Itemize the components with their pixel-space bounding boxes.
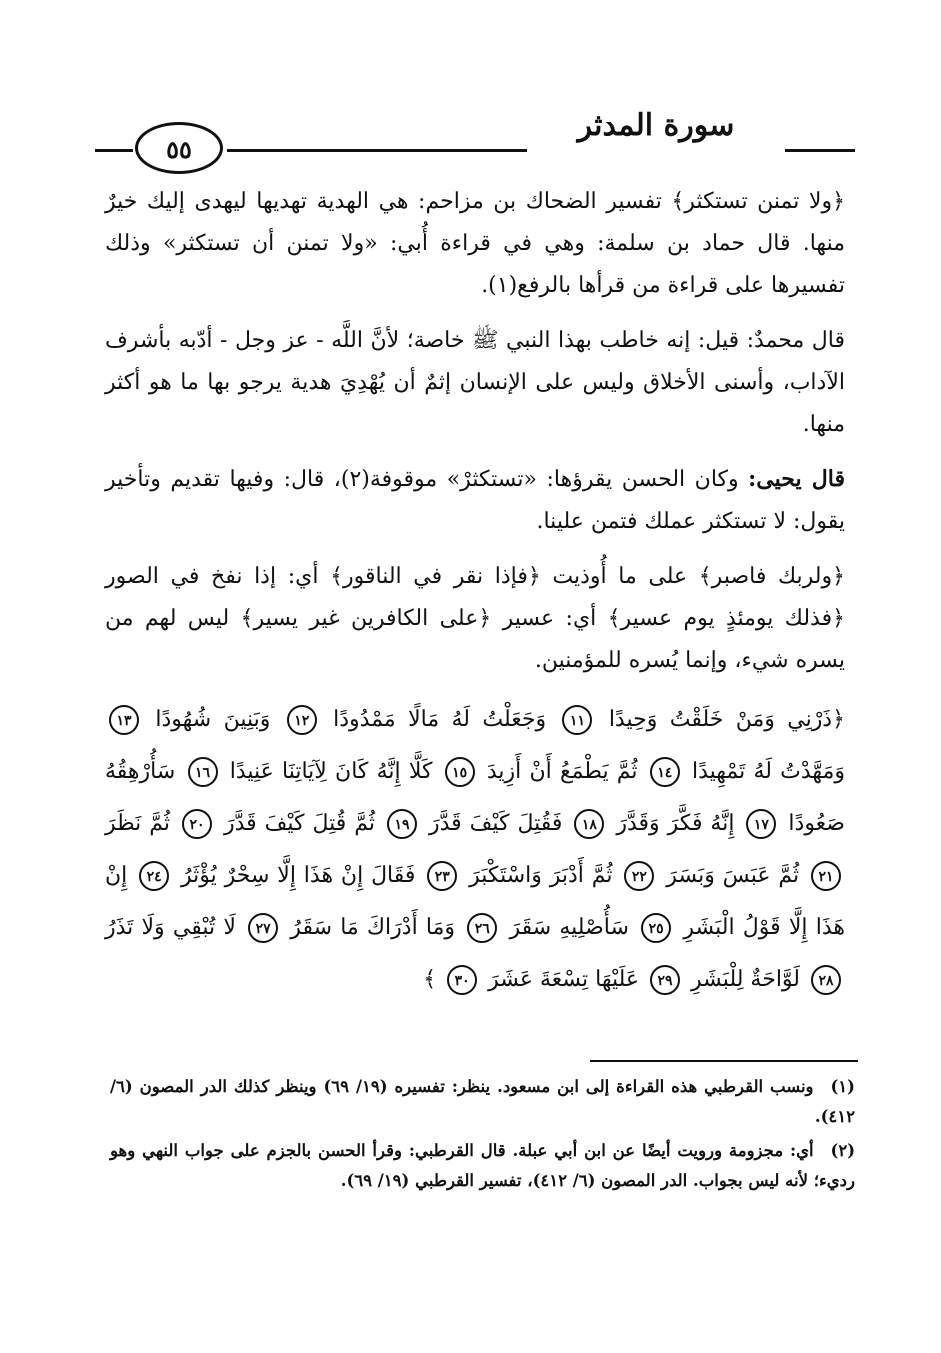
quran-verse-text: إِنْ هَذَا إِلَّا قَوْلُ الْبَشَرِ [105,863,845,940]
ayah-number-marker: ٢٦ [467,913,497,943]
quran-verse-text: وَمَا أَدْرَاكَ مَا سَقَرُ [282,915,456,940]
quran-verse-text: ثُمَّ يَطْمَعُ أَنْ أَزِيدَ [478,759,638,784]
quran-close-bracket: ﴾ [423,967,437,992]
ayah-number-marker: ١٢ [287,705,317,735]
footnote-2 [110,1136,855,1196]
quran-verse-text: لَا تُبْقِي وَلَا تَذَرُ [105,915,236,940]
ayah-number-marker: ٢٧ [248,913,278,943]
quran-verse-text: فَقَالَ إِنْ هَذَا إِلَّا سِحْرٌ يُؤْثَرُ [173,863,416,888]
quran-verse-text: سَأُصْلِيهِ سَقَرَ [501,915,629,940]
quran-verse-text: ثُمَّ أَدْبَرَ وَاسْتَكْبَرَ [461,863,613,888]
ayah-number-marker: ١٨ [574,809,604,839]
header-rule-right [785,149,855,152]
quran-open-bracket: ﴿ [832,707,845,732]
footnote-number: (٢) [830,1141,855,1160]
paragraph-text: وكان الحسن يقرؤها: «تستكثرْ» موقوفة(٢)، قال: وفيها تقديم وتأخير يقول: لا تستكثر عملك فتمن علينا. [105,467,845,534]
main-text [105,180,845,1006]
paragraph-3 [105,458,845,543]
footnote-text: أي: مجزومة ورويت أيضًا عن ابن أبي عبلة. قال القرطبي: وقرأ الحسن بالجزم على جواب النهي وهو رديء؛ لأنه ليس بجواب. الدر المصون (٦/ ٤١٢)، تفسير القرطبي (١٩/ ٦٩). [110,1141,855,1190]
quran-verse-text: فَقُتِلَ كَيْفَ قَدَّرَ [421,811,563,836]
ayah-number-marker: ٢٤ [139,861,169,891]
quran-verses-block [105,694,845,1006]
quran-verse-text: وَجَعَلْتُ لَهُ مَالًا مَمْدُودًا [320,707,547,732]
page-header [95,108,855,178]
ayah-number-marker: ٢٢ [624,861,654,891]
quran-verse-text: ذَرْنِي وَمَنْ خَلَقْتُ وَحِيدًا [596,707,833,732]
quran-verse-text: ثُمَّ قُتِلَ كَيْفَ قَدَّرَ [216,811,376,836]
footnotes [110,1072,855,1200]
paragraph-text: ﴿ولا تمنن تستكثر﴾ تفسير الضحاك بن مزاحم: هي الهدية تهديها ليهدى إليك خيرٌ منها. قال حماد بن سلمة: وهي في قراءة أُبي: «ولا تمنن أن تستكثر» وذلك تفسيرها على قراءة من قرأها بالرفع(١). [105,189,845,298]
ayah-number-marker: ١١ [562,705,592,735]
quran-verse-text: سَأُرْهِقُهُ صَعُودًا [105,759,845,836]
quran-verse-text: وَبَنِينَ شُهُودًا [143,707,271,732]
page-number-oval [135,122,223,174]
page-number: ٥٥ [166,135,192,164]
footnote-1 [110,1072,855,1132]
paragraph-text: ﴿ولربك فاصبر﴾ على ما أُوذيت ﴿فإذا نقر في الناقور﴾ أي: إذا نفخ في الصور ﴿فذلك يومئذٍ يوم عسير﴾ أي: عسير ﴿على الكافرين غير يسير﴾ ليس لهم من يسره شيء، وإنما يُسره للمؤمنين. [105,564,846,673]
quran-verse-text: ثُمَّ عَبَسَ وَبَسَرَ [658,863,800,888]
ayah-number-marker: ٢٥ [641,913,671,943]
ayah-number-marker: ٣٠ [447,965,477,995]
footnote-text: ونسب القرطبي هذه القراءة إلى ابن مسعود. ينظر: تفسيره (١٩/ ٦٩) وينظر كذلك الدر المصون (٦/ ٤١٢). [110,1077,855,1126]
header-rule-left [95,149,133,152]
ayah-number-marker: ١٦ [188,757,218,787]
paragraph-text: قال محمدٌ: قيل: إنه خاطب بهذا النبي ﷺ خاصة؛ لأنَّ اللَّه - عز وجل - أدّبه بأشرف الآداب، وأسنى الأخلاق وليس على الإنسان إثمٌ أن يُهْدِيَ هدية يرجو بها ما هو أكثر منها. [105,328,845,437]
ayah-number-marker: ١٣ [109,705,139,735]
footnote-separator [590,1060,858,1062]
quran-verse-text: ثُمَّ نَظَرَ [105,811,171,836]
ayah-number-marker: ١٤ [650,757,680,787]
header-rule-middle [227,149,527,152]
ayah-number-marker: ١٧ [746,809,776,839]
footnote-number: (١) [830,1077,855,1096]
ayah-number-marker: ٢٠ [182,809,212,839]
ayah-number-marker: ٢٩ [650,965,680,995]
quran-verse-text: لَوَّاحَةٌ لِلْبَشَرِ [684,967,800,992]
ayah-number-marker: ٢٨ [811,965,841,995]
paragraph-lead: قال يحيى: [748,466,845,492]
ayah-number-marker: ٢١ [811,861,841,891]
quran-verse-text: كَلَّا إِنَّهُ كَانَ لِآيَاتِنَا عَنِيدًا [221,759,433,784]
quran-verse-text: وَمَهَّدْتُ لَهُ تَمْهِيدًا [683,759,845,784]
paragraph-2 [105,319,845,446]
quran-verse-text: عَلَيْهَا تِسْعَةَ عَشَرَ [481,967,640,992]
paragraph-1 [105,180,845,307]
ayah-number-marker: ٢٣ [427,861,457,891]
ayah-number-marker: ١٥ [445,757,475,787]
ayah-number-marker: ١٩ [387,809,417,839]
paragraph-4 [105,555,845,682]
surah-title: سورة المدثر [577,108,735,143]
quran-verse-text: إِنَّهُ فَكَّرَ وَقَدَّرَ [608,811,735,836]
